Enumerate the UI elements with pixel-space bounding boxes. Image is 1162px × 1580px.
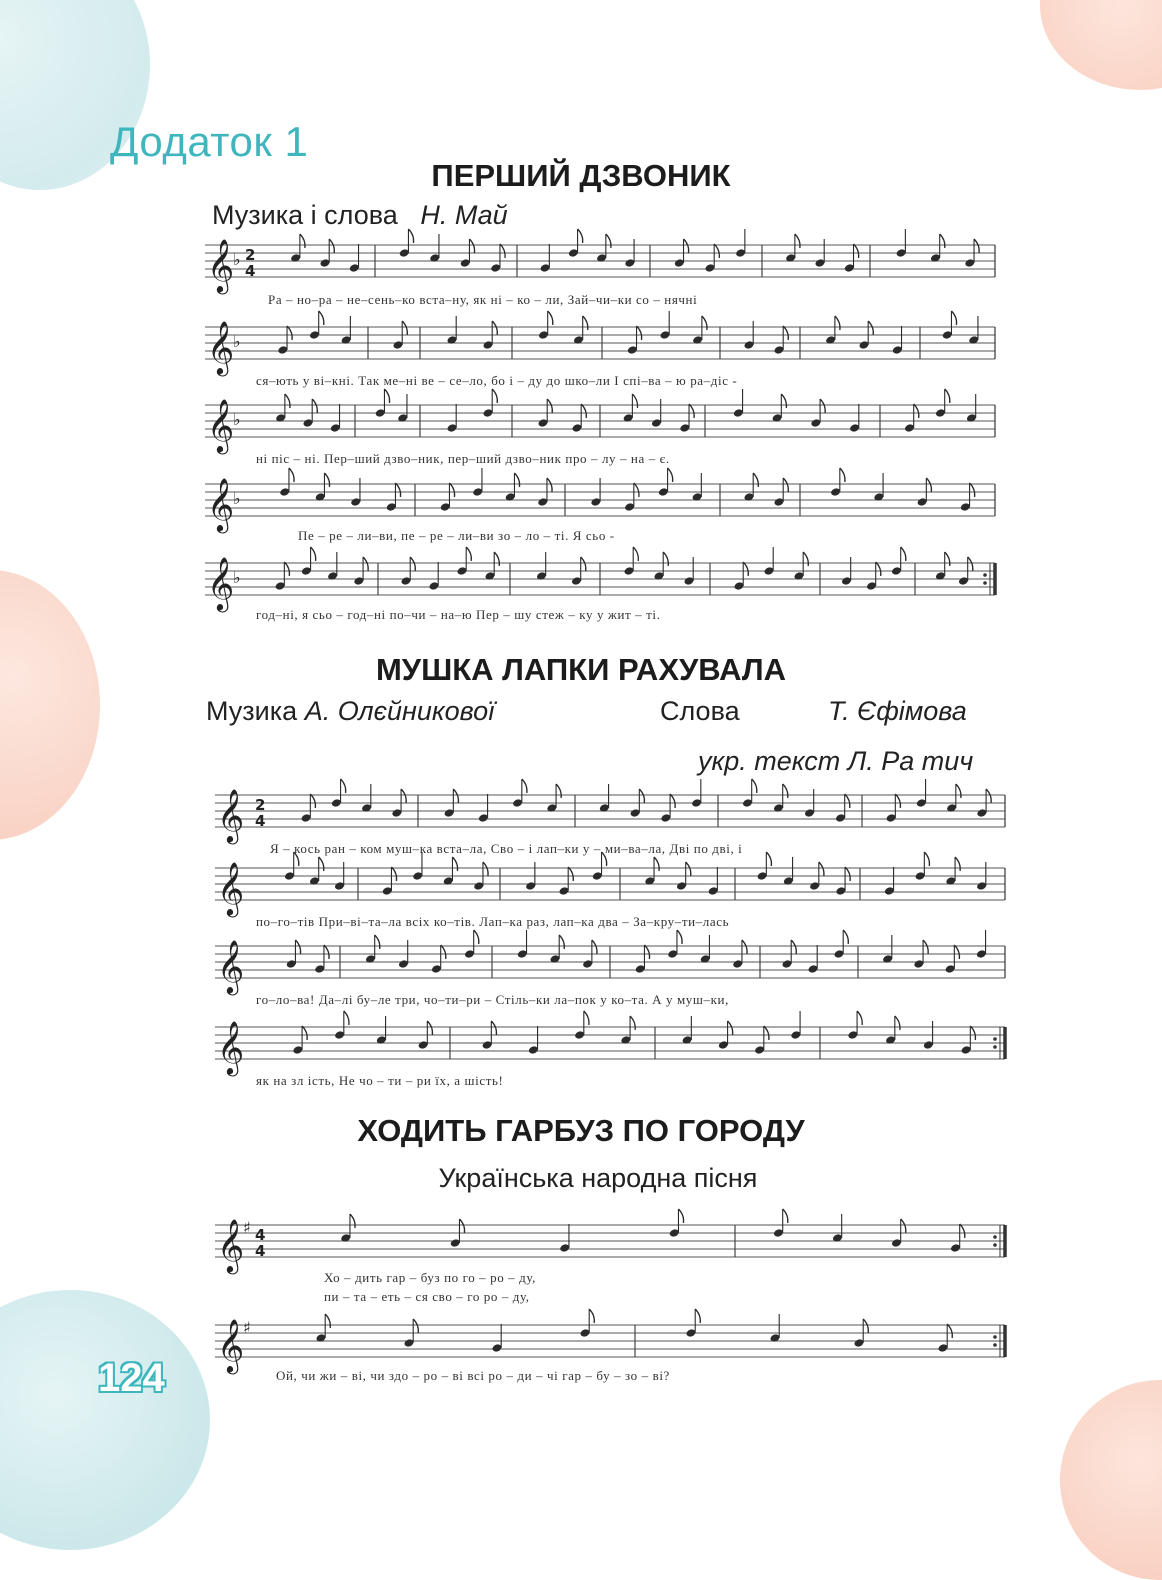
note-flag [592, 940, 597, 954]
note-flag [960, 1224, 965, 1238]
note-flag [714, 244, 719, 258]
song2-words-author-text: Т. Єфімова [828, 696, 967, 726]
note-flag [783, 784, 788, 798]
note-flag [547, 399, 552, 413]
note-flag [845, 794, 850, 808]
treble-clef-icon: 𝄞 [217, 1318, 245, 1372]
note-flag [633, 547, 638, 561]
note-flag [325, 1314, 330, 1328]
note-flag [375, 935, 380, 949]
song1-lyrics-line: Пе – ре – ли–ви, пе – ре – ли–ви зо – ло – ті. Я сьо - [298, 528, 615, 543]
repeat-dot [993, 1045, 997, 1049]
song3-lyrics-line: пи – та – еть – ся сво – го ро – ду, [324, 1289, 530, 1304]
note-flag [954, 945, 959, 959]
note-flag [469, 239, 474, 253]
note-flag [522, 779, 527, 793]
note-flag [568, 867, 573, 881]
note-flag [986, 789, 991, 803]
note-flag [452, 857, 457, 871]
treble-clef-icon: 𝄞 [207, 477, 235, 531]
note-flag [895, 1016, 900, 1030]
note-flag [559, 935, 564, 949]
note-flag [324, 945, 329, 959]
note-flag [466, 547, 471, 561]
song2-lyrics-line: по–го–тів При–ві–та–ла всіх ко–тів. Лап–ка раз, лап–ка два – За–кру–ти–лась [256, 914, 730, 929]
note-flag [474, 930, 479, 944]
song1-credit-author: Н. Май [420, 200, 508, 230]
note-flag [556, 784, 561, 798]
note-flag [492, 389, 497, 403]
note-flag [441, 945, 446, 959]
song1-lyrics-line: год–ні, я сьо – год–ні по–чи – на–ю Пер – шу стеж – ку у жит – ті. [256, 607, 661, 622]
note-flag [951, 311, 956, 325]
note-flag [895, 794, 900, 808]
note-flag [819, 862, 824, 876]
note-flag [684, 239, 689, 253]
note-flag [901, 1219, 906, 1233]
song2-lyrics-line: Я – кось ран – ком муш–ка вста–ла, Сво – і лап–ки у – ми–ва–ла, Дві по дві, і [270, 841, 743, 856]
note-flag [781, 394, 786, 408]
note-flag [677, 930, 682, 944]
repeat-dot [993, 1235, 997, 1239]
note-flag [295, 940, 300, 954]
note-flag [924, 852, 929, 866]
song2-lyrics-line: го–ло–ва! Да–лі бу–ле три, чо–ти–ри – Стіль–ки ла–пок у ко–та. А у муш–ки, [256, 992, 729, 1007]
note-flag [324, 473, 329, 487]
note-flag [363, 557, 368, 571]
note-flag [670, 794, 675, 808]
note-flag [752, 779, 757, 793]
note-flag [863, 1319, 868, 1333]
note-flag [492, 321, 497, 335]
note-flag [968, 557, 973, 571]
note-flag [500, 244, 505, 258]
note-flag [630, 1016, 635, 1030]
note-flag [783, 1209, 788, 1223]
song1-credit-prefix: Музика і слова [212, 200, 398, 230]
note-flag [491, 1021, 496, 1035]
note-flag [742, 940, 747, 954]
note-flag [329, 239, 334, 253]
note-flag [668, 468, 673, 482]
note-flag [319, 857, 324, 871]
repeat-dot [993, 1037, 997, 1041]
note-flag [401, 789, 406, 803]
note-flag [876, 562, 881, 576]
song3-lyrics-line: Ой, чи жи – ві, чи здо – ро – ві всі ро – ди – чі гар – бу – зо – ві? [276, 1368, 670, 1383]
note-flag [663, 552, 668, 566]
appendix-label: Додаток 1 [110, 118, 309, 165]
note-flag [945, 552, 950, 566]
key-signature: ♭ [233, 568, 241, 587]
note-flag [402, 321, 407, 335]
note-flag [686, 862, 691, 876]
note-flag [578, 229, 583, 243]
repeat-dot [993, 1335, 997, 1339]
note-flag [344, 1011, 349, 1025]
repeat-dot [983, 573, 987, 577]
note-flag [289, 468, 294, 482]
note-flag [494, 552, 499, 566]
note-flag [955, 857, 960, 871]
note-flag [803, 552, 808, 566]
song1-lyrics-line: Ра – но–ра – не–сень–ко вста–ну, як ні – ко – ли, Зай–чи–ки со – нячні [268, 292, 698, 307]
note-flag [312, 399, 317, 413]
note-flag [584, 1011, 589, 1025]
note-flag [395, 483, 400, 497]
note-flag [391, 867, 396, 881]
note-flag [702, 316, 707, 330]
song1-lyrics-line: ні піс – ні. Пер–ший дзво–ник, пер–ший дзво–ник про – лу – на – є. [256, 451, 670, 466]
key-signature: ♭ [233, 332, 241, 351]
key-signature: ♯ [243, 1218, 251, 1237]
note-flag [311, 547, 316, 561]
note-flag [753, 473, 758, 487]
note-flag [843, 930, 848, 944]
treble-clef-icon: 𝄞 [217, 861, 245, 915]
note-flag [459, 1219, 464, 1233]
note-flag [449, 483, 454, 497]
time-signature-bottom: 4 [245, 262, 256, 280]
note-flag [581, 404, 586, 418]
note-flag [284, 562, 289, 576]
time-signature-bottom: 4 [255, 812, 266, 830]
note-flag [914, 404, 919, 418]
treble-clef-icon: 𝄞 [207, 320, 235, 374]
note-flag [766, 852, 771, 866]
note-flag [840, 468, 845, 482]
note-flag [413, 1319, 418, 1333]
key-signature: ♭ [233, 250, 241, 269]
song3-lyrics-line: Хо – дить гар – буз по го – ро – ду, [324, 1270, 536, 1285]
note-flag [974, 239, 979, 253]
note-flag [384, 389, 389, 403]
note-flag [583, 316, 588, 330]
note-flag [857, 1011, 862, 1025]
note-flag [945, 389, 950, 403]
note-flag [854, 244, 859, 258]
time-signature-top: 4 [255, 1226, 266, 1244]
key-signature: ♭ [233, 489, 241, 508]
song-title-first-bell: ПЕРШИЙ ДЗВОНИК [431, 158, 731, 193]
repeat-dot [983, 581, 987, 585]
note-flag [483, 862, 488, 876]
note-flag [427, 1021, 432, 1035]
treble-clef-icon: 𝄞 [217, 1218, 245, 1272]
treble-clef-icon: 𝄞 [217, 1020, 245, 1074]
note-flag [637, 326, 642, 340]
repeat-dot [993, 1243, 997, 1247]
note-flag [783, 326, 788, 340]
note-flag [341, 779, 346, 793]
note-flag [302, 1026, 307, 1040]
key-signature: ♯ [243, 1318, 251, 1337]
key-signature: ♭ [233, 410, 241, 429]
treble-clef-icon: 𝄞 [217, 939, 245, 993]
note-flag [581, 557, 586, 571]
note-flag [689, 404, 694, 418]
song1-lyrics-line: ся–ють у ві–кні. Так ме–ні ве – се–ло, бо і – ду до шко–ли І спі–ва – ю ра–діс - [256, 373, 738, 388]
treble-clef-icon: 𝄞 [217, 788, 245, 842]
note-flag [678, 1209, 683, 1223]
note-flag [310, 794, 315, 808]
note-flag [547, 478, 552, 492]
note-flag [728, 1021, 733, 1035]
note-flag [923, 940, 928, 954]
note-flag [783, 478, 788, 492]
note-flag [285, 394, 290, 408]
note-flag [695, 1309, 700, 1323]
page-number: 124 [98, 1356, 165, 1400]
note-flag [947, 1324, 952, 1338]
note-flag [514, 473, 519, 487]
song2-music-prefix: Музика [206, 696, 298, 726]
song-title-pumpkin: ХОДИТЬ ГАРБУЗ ПО ГОРОДУ [357, 1113, 805, 1148]
note-flag [743, 562, 748, 576]
song2-words-prefix: Слова [660, 696, 740, 726]
note-flag [606, 234, 611, 248]
note-flag [408, 229, 413, 243]
note-flag [300, 234, 305, 248]
treble-clef-icon: 𝄞 [207, 556, 235, 610]
note-flag [820, 399, 825, 413]
song-title-fly-counted-paws: МУШКА ЛАПКИ РАХУВАЛА [375, 652, 787, 687]
note-flag [868, 321, 873, 335]
note-flag [845, 867, 850, 881]
note-flag [294, 852, 299, 866]
note-flag [410, 557, 415, 571]
note-flag [926, 478, 931, 492]
repeat-dot [993, 1343, 997, 1347]
note-flag [287, 326, 292, 340]
note-flag [956, 784, 961, 798]
time-signature-top: 2 [245, 246, 256, 264]
note-flag [940, 234, 945, 248]
note-flag [548, 311, 553, 325]
note-flag [835, 316, 840, 330]
time-signature-top: 2 [255, 796, 266, 814]
note-flag [589, 1309, 594, 1323]
song2-lyrics-line: як на зл ість, Не чо – ти – ри їх, а шість! [256, 1073, 504, 1088]
song3-subtitle: Українська народна пісня [438, 1163, 758, 1193]
note-flag [901, 547, 906, 561]
note-flag [319, 311, 324, 325]
note-flag [654, 857, 659, 871]
note-flag [795, 234, 800, 248]
note-flag [634, 483, 639, 497]
note-flag [350, 1214, 355, 1228]
note-flag [970, 1026, 975, 1040]
note-flag [791, 940, 796, 954]
treble-clef-icon: 𝄞 [207, 238, 235, 292]
note-flag [602, 852, 607, 866]
note-flag [970, 483, 975, 497]
note-flag [644, 945, 649, 959]
treble-clef-icon: 𝄞 [207, 398, 235, 452]
note-flag [764, 1026, 769, 1040]
note-flag [639, 789, 644, 803]
song2-translation-text: укр. текст Л. Ра тич [698, 746, 974, 776]
time-signature-bottom: 4 [255, 1242, 266, 1260]
note-flag [632, 394, 637, 408]
note-flag [453, 789, 458, 803]
song2-music-author: А. Олєйникової [304, 696, 495, 726]
